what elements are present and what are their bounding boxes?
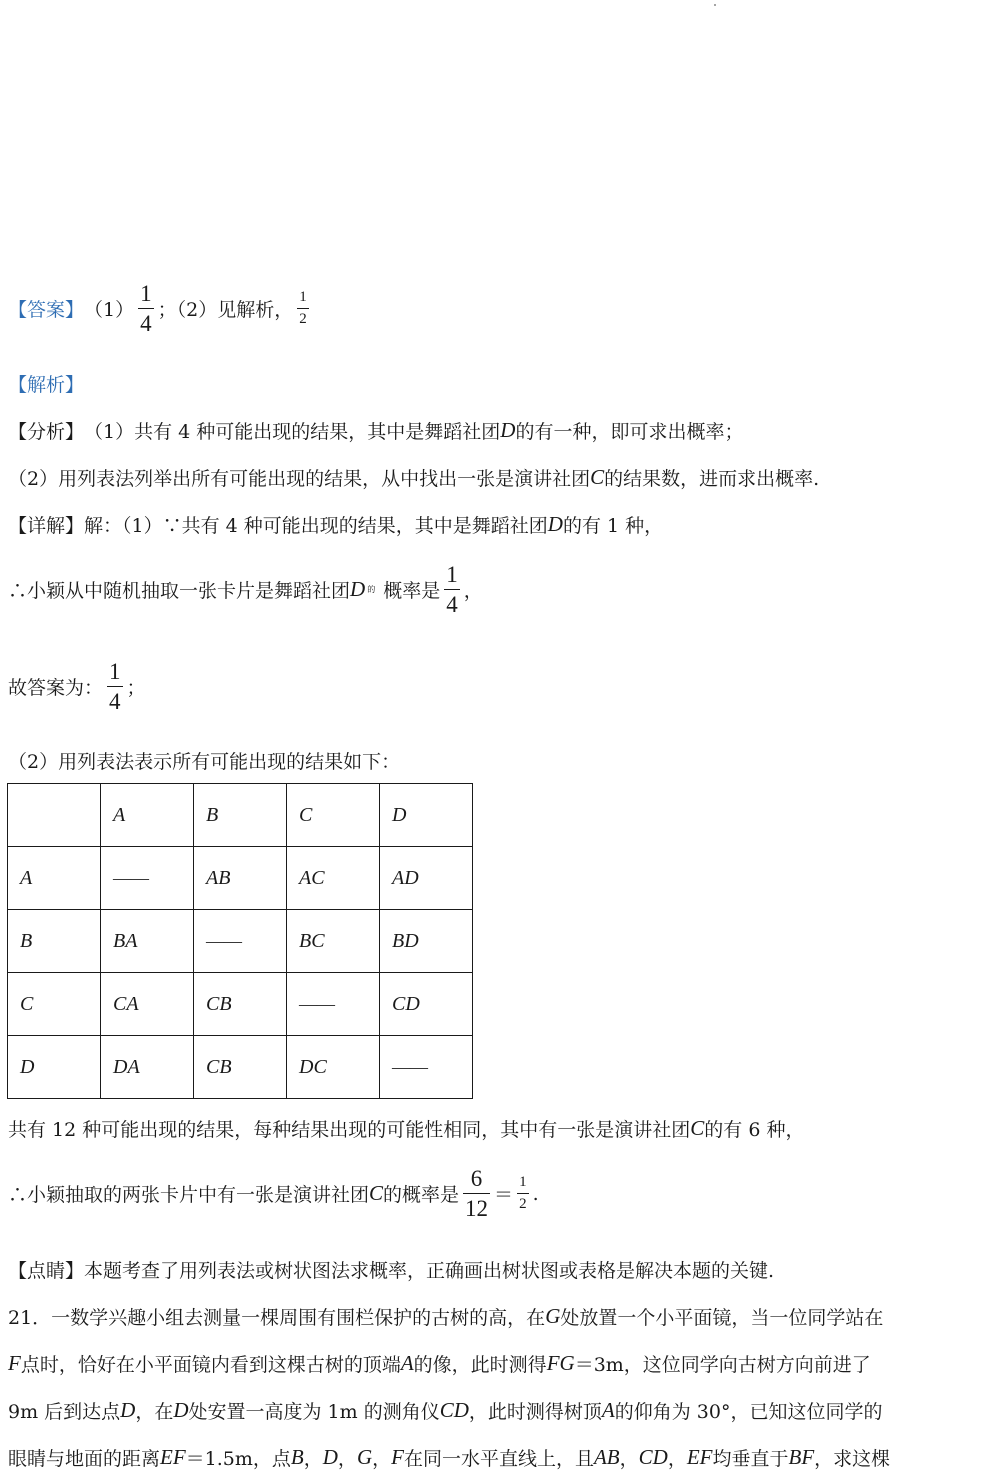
table-cell: —— (194, 910, 287, 973)
table-cell: C (287, 784, 380, 847)
text: （2）用列表法列举出所有可能出现的结果，从中找出一张是演讲社团 (8, 468, 591, 490)
text: ， (303, 1448, 323, 1470)
variable: D (350, 577, 366, 602)
table-cell: DA (101, 1036, 194, 1099)
dianjing-label: 【点睛】 (8, 1260, 85, 1282)
table-cell: —— (287, 973, 380, 1036)
table-cell: BA (101, 910, 194, 973)
numerator: 1 (109, 659, 121, 684)
table-row (8, 910, 473, 973)
part2-intro: （2）用列表法表示所有可能出现的结果如下： (8, 751, 401, 773)
variable: F (391, 1445, 404, 1469)
text: 的有一种，即可求出概率； (515, 421, 744, 443)
denominator: 12 (465, 1196, 489, 1222)
text: 故答案为： (8, 677, 104, 700)
text: 处放置一个小平面镜，当一位同学站在 (560, 1307, 884, 1329)
text: 的像，此时测得 (413, 1354, 547, 1376)
text: ， (372, 1448, 392, 1470)
text: ＝3m，这位同学向古树方向前进了 (574, 1354, 871, 1376)
xiangjie-label: 【详解】 (8, 515, 85, 537)
text: 本题考查了用列表法或树状图法求概率，正确画出树状图或表格是解决本题的关键. (84, 1260, 775, 1282)
variable: C (369, 1181, 384, 1206)
variable: D (547, 512, 563, 536)
text: 解：（1）∵共有 4 种可能出现的结果，其中是舞蹈社团 (84, 515, 548, 537)
answer-fraction-2 (297, 290, 309, 327)
text: 的有 1 种， (562, 515, 664, 537)
variable: AB (593, 1445, 620, 1469)
table-row (8, 784, 473, 847)
text: 点时，恰好在小平面镜内看到这棵古树的顶端 (20, 1354, 401, 1376)
variable: F (8, 1351, 21, 1375)
numerator: 1 (299, 289, 307, 305)
conclusion-line (8, 1167, 539, 1220)
xiangjie-line (8, 511, 663, 538)
dianjing-line (8, 1256, 774, 1283)
table-cell: D (8, 1036, 101, 1099)
table-row (8, 973, 473, 1036)
step1-fraction (444, 563, 460, 616)
table-cell: C (8, 973, 101, 1036)
text: 的仰角为 30°，已知这位同学的 (614, 1401, 883, 1423)
text: 的有 6 种， (704, 1119, 805, 1141)
table-cell: B (194, 784, 287, 847)
table-cell: D (380, 784, 473, 847)
table-cell: B (8, 910, 101, 973)
variable: B (290, 1445, 304, 1469)
table-cell: CB (194, 1036, 287, 1099)
text: ， (463, 580, 483, 603)
denominator: 2 (299, 311, 307, 328)
text: ∴小颖抽取的两张卡片中有一张是演讲社团 (8, 1184, 370, 1207)
table-cell: CB (194, 973, 287, 1036)
q21-line-1 (8, 1303, 883, 1330)
fenxi-line-1 (8, 417, 743, 444)
variable: D (120, 1398, 136, 1422)
text: 均垂直于 (712, 1448, 789, 1470)
answer-part1: （1） (84, 299, 135, 322)
denominator: 2 (519, 1196, 527, 1213)
numerator: 6 (470, 1166, 483, 1191)
text: 处安置一高度为 1m 的测角仪 (188, 1401, 440, 1423)
table-cell: —— (101, 847, 194, 910)
table-cell: AD (380, 847, 473, 910)
table-cell: AC (287, 847, 380, 910)
outcome-table (7, 783, 473, 1099)
analysis-label: 【解析】 (8, 374, 85, 396)
text: 9m 后到达点 (8, 1401, 121, 1423)
answer-sep: ；（2）见解析， (157, 299, 294, 322)
variable: G (356, 1445, 373, 1469)
text: 21．一数学兴趣小组去测量一棵周围有围栏保护的古树的高，在 (8, 1307, 546, 1329)
table-row (8, 1036, 473, 1099)
variable: A (601, 1398, 615, 1422)
text: ， (619, 1448, 639, 1470)
variable: G (545, 1304, 561, 1328)
text: 眼睛与地面的距离 (8, 1448, 161, 1470)
table-cell: DC (287, 1036, 380, 1099)
denominator: 4 (446, 592, 458, 618)
denominator: 4 (140, 311, 152, 337)
table-cell: CA (101, 973, 194, 1036)
variable: D (322, 1445, 338, 1469)
text: ， (667, 1448, 687, 1470)
text: 概率是 (383, 580, 441, 603)
text: （1）共有 4 种可能出现的结果，其中是舞蹈社团 (84, 421, 501, 443)
table-cell: BD (380, 910, 473, 973)
table-cell: A (8, 847, 101, 910)
text: 的概率是 (383, 1184, 460, 1207)
step2-fraction (107, 660, 123, 713)
after-table-line (8, 1115, 804, 1142)
variable: D (173, 1398, 189, 1422)
table-cell: AB (194, 847, 287, 910)
answer-label: 【答案】 (8, 299, 85, 322)
variable: A (400, 1351, 414, 1375)
variable: EF (686, 1445, 713, 1469)
step2-line (8, 660, 146, 713)
table-row (8, 847, 473, 910)
table-cell: A (101, 784, 194, 847)
text: ； (126, 677, 146, 700)
table-cell: BC (287, 910, 380, 973)
numerator: 1 (140, 281, 152, 306)
variable: C (590, 465, 605, 489)
numerator: 1 (519, 1174, 527, 1190)
text: . (532, 1182, 539, 1205)
variable: D (500, 418, 516, 442)
fenxi-line-2 (8, 464, 819, 491)
text: ，此时测得树顶 (468, 1401, 602, 1423)
equals-sign: ＝ (494, 1184, 514, 1207)
variable: C (690, 1116, 705, 1140)
text: 的结果数，进而求出概率. (604, 468, 820, 490)
q21-line-2 (8, 1350, 871, 1377)
conclusion-fraction-2 (517, 1175, 529, 1212)
variable: FG (546, 1351, 575, 1375)
variable: BF (788, 1445, 815, 1469)
superscript-mark: 的 (367, 585, 376, 595)
text: 共有 12 种可能出现的结果，每种结果出现的可能性相同，其中有一张是演讲社团 (8, 1119, 691, 1141)
numerator: 1 (446, 562, 458, 587)
denominator: 4 (109, 689, 121, 715)
text: ，求这棵 (814, 1448, 891, 1470)
speck (714, 4, 716, 6)
answer-line (8, 282, 313, 335)
text: ∴小颖从中随机抽取一张卡片是舞蹈社团 (8, 580, 351, 603)
text: ＝1.5m，点 (185, 1448, 291, 1470)
variable: CD (439, 1398, 469, 1422)
table-cell (8, 784, 101, 847)
q21-line-4 (8, 1444, 890, 1471)
answer-fraction-1 (138, 282, 154, 335)
fenxi-label: 【分析】 (8, 421, 85, 443)
text: ， (337, 1448, 357, 1470)
table-cell: CD (380, 973, 473, 1036)
conclusion-fraction-1 (463, 1167, 490, 1220)
variable: CD (638, 1445, 668, 1469)
variable: EF (160, 1445, 186, 1469)
q21-line-3 (8, 1397, 882, 1424)
table-cell: —— (380, 1036, 473, 1099)
text: 在同一水平直线上，且 (403, 1448, 594, 1470)
step1-line (8, 563, 483, 616)
text: ，在 (135, 1401, 174, 1423)
